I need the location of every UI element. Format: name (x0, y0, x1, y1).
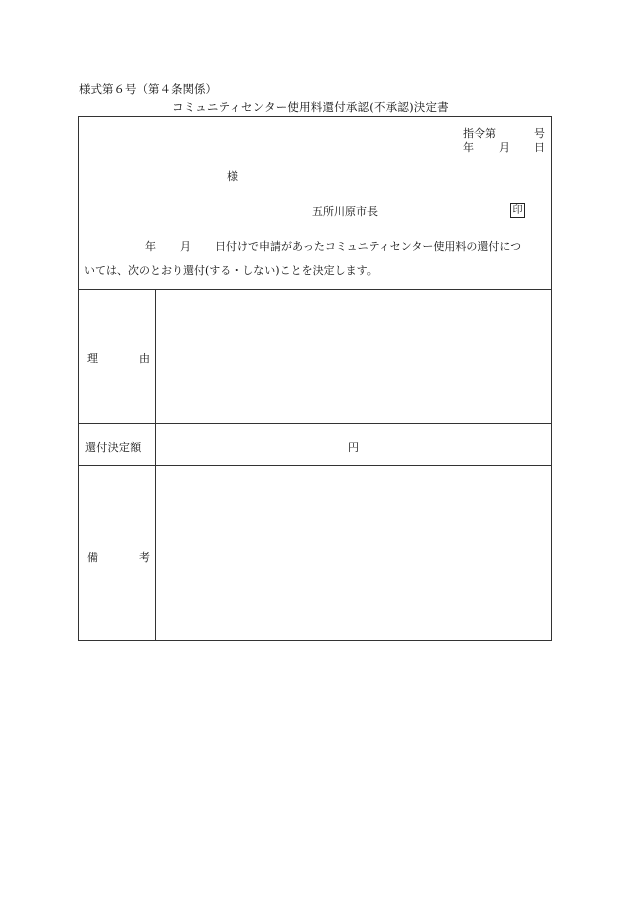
remarks-field[interactable] (156, 466, 552, 641)
remarks-label-char-2: 考 (139, 551, 150, 564)
addressee-suffix: 様 (227, 170, 238, 183)
body-text-line-2: いては、次のとおり還付(する・しない)ことを決定します。 (84, 264, 378, 277)
issuer-name: 五所川原市長 (312, 205, 378, 218)
date-month-label: 月 (499, 141, 510, 154)
seal-mark: 印 (510, 203, 525, 218)
body-year-label: 年 (145, 240, 156, 253)
body-month-label: 月 (180, 240, 191, 253)
date-day-label: 日 (534, 141, 545, 154)
reason-field[interactable] (156, 290, 552, 423)
body-text-line-1: 日付けで申請があったコミュニティセンター使用料の還付につ (215, 240, 522, 253)
amount-unit: 円 (348, 441, 359, 454)
order-number-prefix: 指令第 (463, 127, 496, 140)
reason-label-char-2: 由 (139, 352, 150, 365)
form-table (78, 116, 552, 641)
form-number-label: 様式第６号（第４条関係） (79, 82, 217, 96)
amount-label: 還付決定額 (85, 441, 142, 454)
remarks-label-char-1: 備 (87, 551, 98, 564)
reason-label-char-1: 理 (87, 352, 98, 365)
date-year-label: 年 (463, 141, 474, 154)
order-number-suffix: 号 (534, 127, 545, 140)
document-title: コミュニティセンター使用料還付承認(不承認)決定書 (172, 100, 449, 114)
